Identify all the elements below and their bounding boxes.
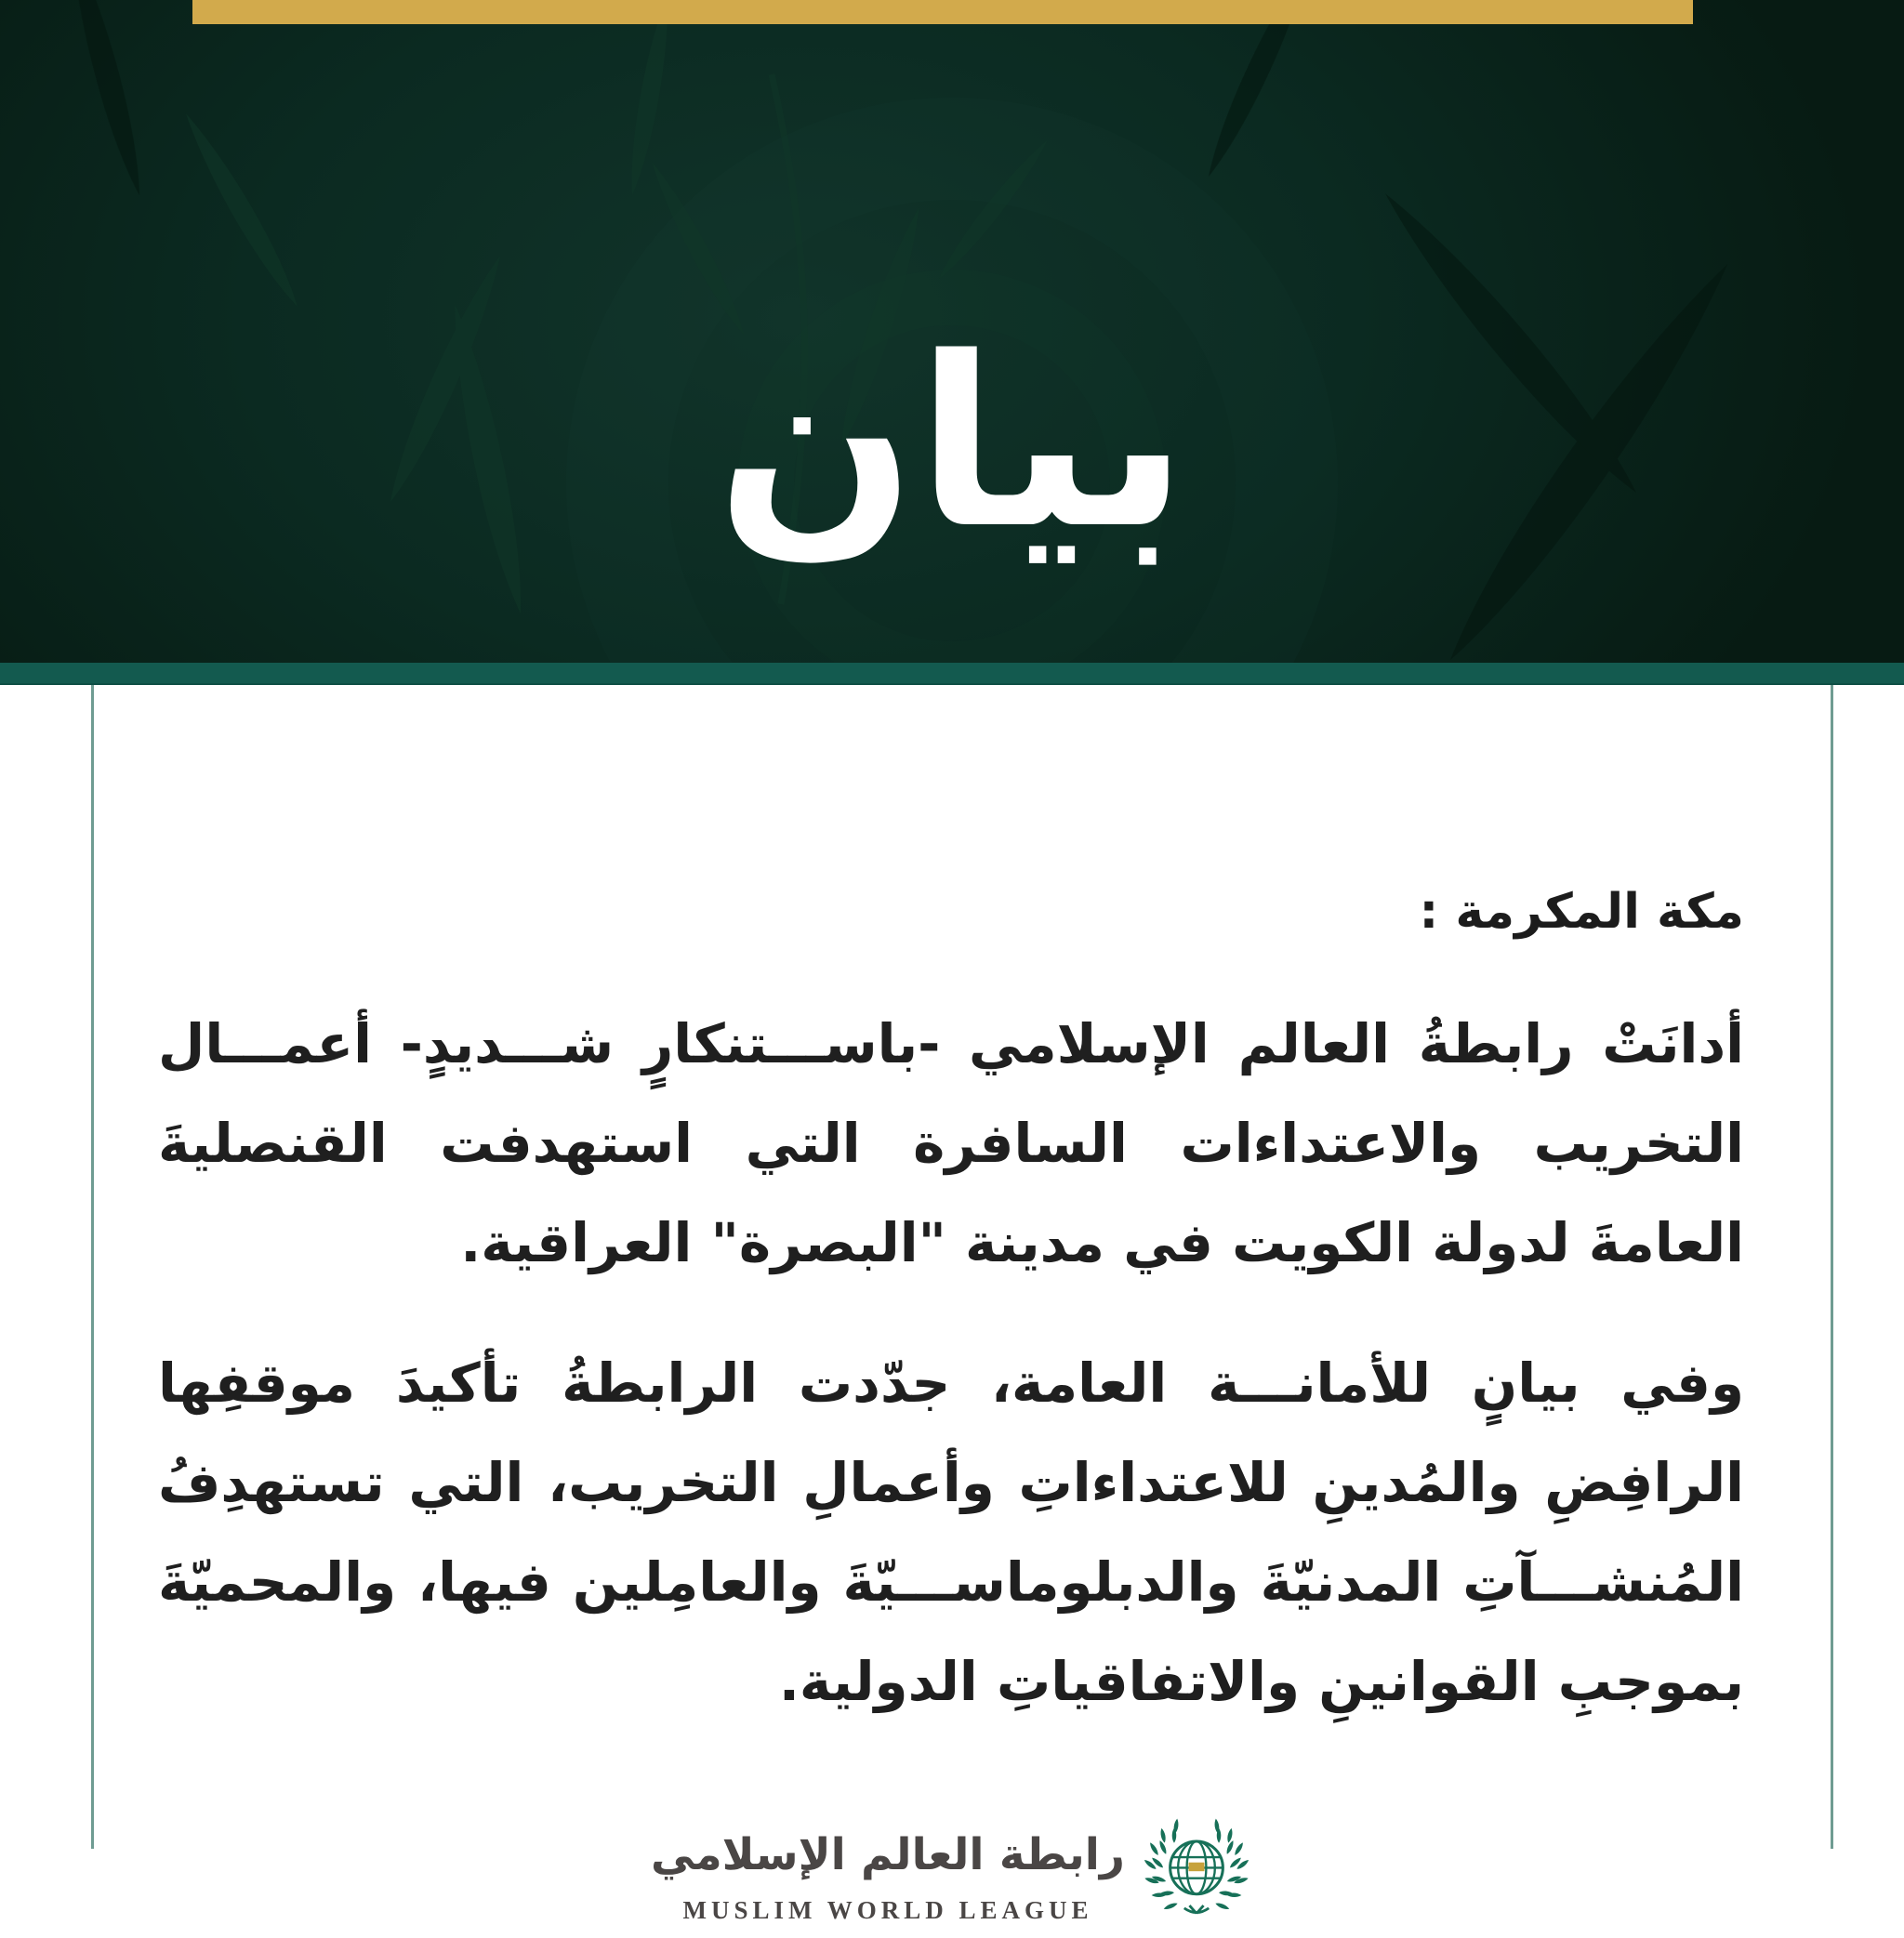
left-frame-line <box>91 685 94 1849</box>
mwl-wreath-globe-emblem-icon <box>1140 1810 1253 1938</box>
statement-paragraph-2: وفي بيانٍ للأمانـــة العامة، جدّدت الرابطةُ تأكيدَ موقفِها الرافِضِ والمُدينِ للاعتداءاتِ وأعمالِ التخريب، التي تستهدِفُ المُنشـــآتِ المدنيّةَ والدبلوماســـيّةَ والعامِلين فيها، والمحميّةَ بموجبِ القوانينِ والاتفاقياتِ الدولية. <box>158 1351 1744 1713</box>
mwl-logo-text <box>651 1823 1125 1925</box>
content-area <box>0 685 1904 1924</box>
header-banner <box>0 0 1904 663</box>
teal-divider-strip <box>0 663 1904 685</box>
statement-title-calligraphy: بيان <box>716 308 1188 580</box>
location-heading: مكة المكرمة : <box>1419 884 1744 940</box>
gold-accent-bar <box>192 0 1693 24</box>
mwl-arabic-calligraphy: رابطة العالم الإسلامي <box>651 1829 1125 1881</box>
mwl-english-name: MUSLIM WORLD LEAGUE <box>682 1895 1093 1924</box>
right-frame-line <box>1831 685 1833 1849</box>
kaaba-band <box>1188 1863 1204 1871</box>
mwl-logo <box>0 1810 1904 1938</box>
statement-paragraph-1: أدانَتْ رابطةُ العالم الإسلامي -باســـتنكارٍ شـــديدٍ- أعمـــال التخريب والاعتداءات السافرة التي استهدفت القنصليةَ العامةَ لدولة الكويت في مدينة "البصرة" العراقية. <box>158 1012 1744 1274</box>
